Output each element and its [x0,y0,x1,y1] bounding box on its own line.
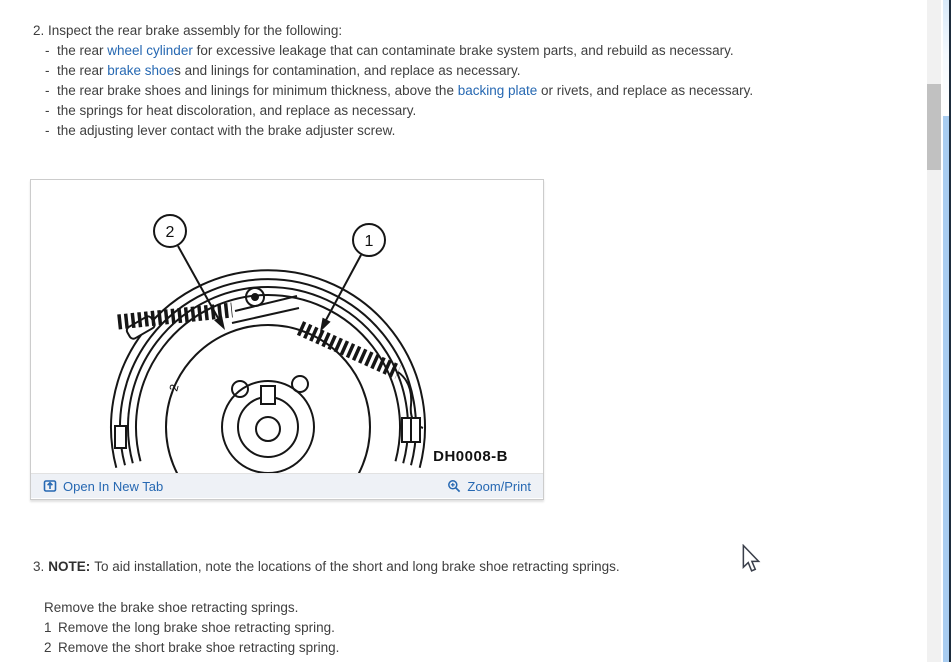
steps-intro: Remove the brake shoe retracting springs. [44,599,299,615]
wheel-cylinder-link[interactable]: wheel cylinder [107,43,193,58]
bullet-springs [45,101,913,121]
content-scrollbar-thumb[interactable] [927,84,941,170]
bullet-backing-plate [45,81,913,101]
retracting-springs [118,310,398,372]
bullet-text-post: or rivets, and replace as necessary. [537,83,754,98]
bullet-text-pre: the rear brake shoes and linings for minimum thickness, above the [57,83,458,98]
svg-text:2: 2 [165,224,175,241]
step-3-number: 3. [33,558,45,574]
step-text: Remove the long brake shoe retracting spring. [58,619,335,635]
inspection-bullet-list [33,41,913,141]
bullet-text-post: for excessive leakage that can contaminate brake system parts, and rebuild as necessary. [192,43,734,58]
bullet-dash: - [45,63,50,78]
bullet-text-pre: the rear [57,63,108,78]
bullet-brake-shoes [45,61,913,81]
step-2-heading: 2. Inspect the rear brake assembly for the following: [33,23,343,38]
open-in-new-tab-link[interactable] [43,479,163,494]
open-in-new-tab-icon [43,479,57,493]
bullet-dash: - [45,103,50,118]
bullet-dash: - [45,123,50,138]
backing-plate-link[interactable]: backing plate [457,83,538,98]
zoom-print-link[interactable] [447,479,531,494]
step-number: 2 [44,639,52,655]
bullet-adjusting-lever [45,121,913,141]
bullet-dash: - [45,43,50,58]
magnifier-plus-icon [447,479,461,493]
step-text: Remove the short brake shoe retracting spring. [58,639,340,655]
bullet-text-pre: the adjusting lever contact with the brake adjuster screw. [57,123,396,138]
figure-card [30,179,544,500]
open-in-new-tab-label: Open In New Tab [63,478,164,494]
bullet-text-post: s and linings for contamination, and replace as necessary. [174,63,521,78]
content-scrollbar-track[interactable] [927,0,941,662]
zoom-print-label: Zoom/Print [467,478,531,494]
figure-toolbar [31,473,543,498]
note-text: To aid installation, note the locations of the short and long brake shoe retracting springs. [94,558,620,574]
stamped-mark: 2 [166,382,182,393]
inspection-section [33,21,913,141]
step-number: 1 [44,619,52,635]
brake-shoe-link[interactable]: brake shoe [107,63,175,78]
removal-section [33,545,913,655]
step-remove-long-spring [44,620,335,635]
bullet-text-pre: the rear [57,43,108,58]
bullet-wheel-cylinder [45,41,913,61]
note-label: NOTE: [48,558,91,574]
step-remove-short-spring [44,640,339,655]
bullet-dash: - [45,83,50,98]
step-3-note [33,559,620,574]
figure-code: DH0008-B [433,448,508,465]
figure-image-area [31,180,543,473]
brake-assembly-diagram [31,180,543,473]
svg-text:1: 1 [364,233,374,250]
bullet-text-pre: the springs for heat discoloration, and replace as necessary. [57,103,417,118]
